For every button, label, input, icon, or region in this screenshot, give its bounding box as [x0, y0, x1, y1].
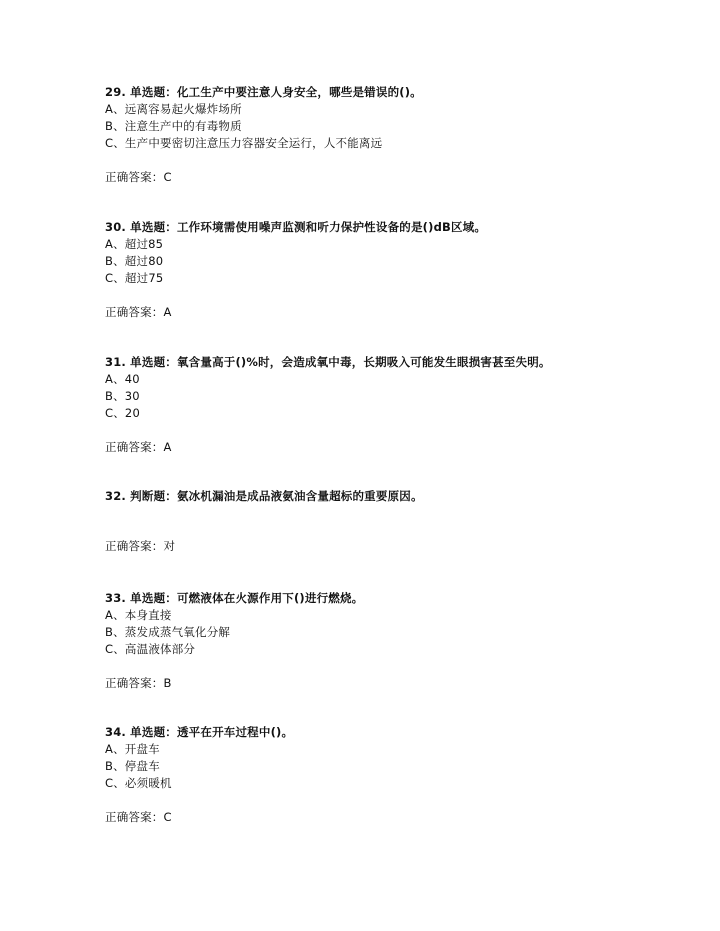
correct-answer: 正确答案：对 [105, 539, 176, 553]
option-a: A、超过85 [105, 237, 164, 251]
option-b: B、停盘车 [105, 759, 160, 773]
option-c: C、20 [105, 406, 140, 420]
option-c: C、生产中要密切注意压力容器安全运行，人不能离远 [105, 136, 383, 150]
option-c: C、必须暖机 [105, 776, 172, 790]
question-stem: 34. 单选题：透平在开车过程中()。 [105, 725, 294, 739]
question-32 [105, 488, 665, 555]
correct-answer: 正确答案：A [105, 440, 172, 454]
question-stem: 33. 单选题：可燃液体在火源作用下()进行燃烧。 [105, 591, 364, 605]
question-34 [105, 724, 665, 826]
question-stem: 30. 单选题：工作环境需使用噪声监测和听力保护性设备的是()dB区域。 [105, 220, 487, 234]
option-a: A、远离容易起火爆炸场所 [105, 102, 242, 116]
option-a: A、开盘车 [105, 742, 160, 756]
question-stem: 32. 判断题：氨冰机漏油是成品液氨油含量超标的重要原因。 [105, 489, 423, 503]
option-a: A、本身直接 [105, 608, 172, 622]
question-30 [105, 219, 665, 321]
correct-answer: 正确答案：C [105, 170, 172, 184]
option-c: C、超过75 [105, 271, 164, 285]
correct-answer: 正确答案：B [105, 676, 172, 690]
correct-answer: 正确答案：C [105, 810, 172, 824]
option-b: B、超过80 [105, 254, 164, 268]
option-b: B、注意生产中的有毒物质 [105, 119, 242, 133]
question-33 [105, 590, 665, 692]
option-b: B、蒸发成蒸气氧化分解 [105, 625, 231, 639]
question-stem: 31. 单选题：氧含量高于()%时，会造成氧中毒，长期吸入可能发生眼损害甚至失明。 [105, 355, 551, 369]
question-stem: 29. 单选题：化工生产中要注意人身安全，哪些是错误的()。 [105, 85, 422, 99]
option-b: B、30 [105, 389, 140, 403]
question-29 [105, 84, 665, 186]
option-a: A、40 [105, 372, 140, 386]
question-31 [105, 354, 665, 456]
correct-answer: 正确答案：A [105, 305, 172, 319]
option-c: C、高温液体部分 [105, 642, 196, 656]
